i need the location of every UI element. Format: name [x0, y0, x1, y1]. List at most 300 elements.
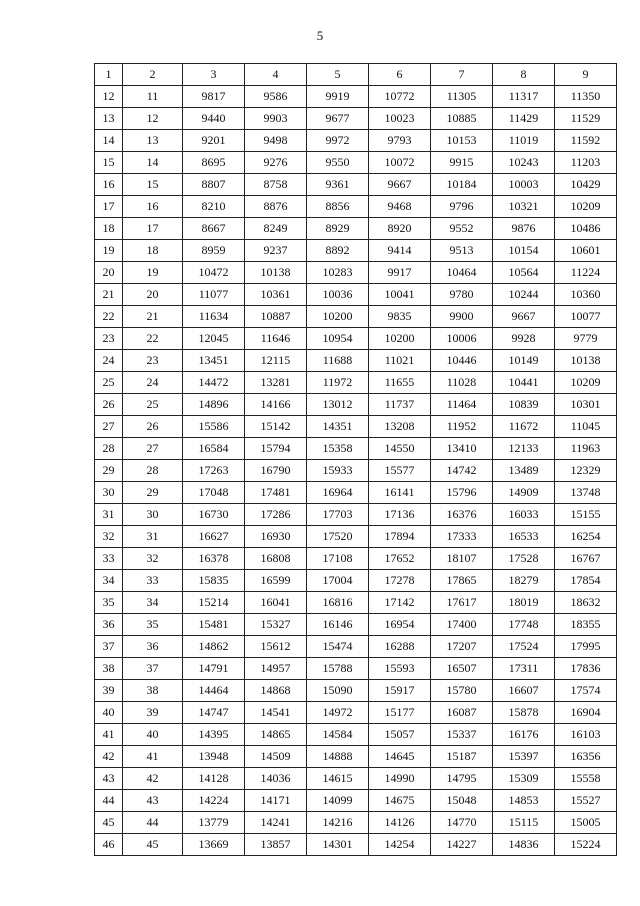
- table-cell: 45: [123, 834, 183, 856]
- table-cell: 16254: [555, 526, 617, 548]
- table-cell: 16378: [183, 548, 245, 570]
- table-cell: 10839: [493, 394, 555, 416]
- table-cell: 15527: [555, 790, 617, 812]
- table-cell: 17748: [493, 614, 555, 636]
- table-cell: 11737: [369, 394, 431, 416]
- table-cell: 13012: [307, 394, 369, 416]
- table-cell: 11317: [493, 86, 555, 108]
- table-cell: 9498: [245, 130, 307, 152]
- table-cell: 10321: [493, 196, 555, 218]
- table-cell: 10472: [183, 262, 245, 284]
- table-row: [95, 614, 617, 636]
- table-cell: 9468: [369, 196, 431, 218]
- table-cell: 14166: [245, 394, 307, 416]
- table-cell: 29: [95, 460, 123, 482]
- table-cell: 15593: [369, 658, 431, 680]
- table-cell: 16808: [245, 548, 307, 570]
- table-cell: 11019: [493, 130, 555, 152]
- table-cell: 38: [123, 680, 183, 702]
- table-cell: 29: [123, 482, 183, 504]
- table-cell: 28: [95, 438, 123, 460]
- table-cell: 36: [123, 636, 183, 658]
- table-cell: 10200: [369, 328, 431, 350]
- table-cell: 15187: [431, 746, 493, 768]
- table-cell: 18: [123, 240, 183, 262]
- table-cell: 17865: [431, 570, 493, 592]
- table-cell: 11529: [555, 108, 617, 130]
- table-cell: 9793: [369, 130, 431, 152]
- table-cell: 10301: [555, 394, 617, 416]
- table-cell: 18279: [493, 570, 555, 592]
- table-cell: 9552: [431, 218, 493, 240]
- table-cell: 14171: [245, 790, 307, 812]
- table-cell: 12: [95, 86, 123, 108]
- table-cell: 10149: [493, 350, 555, 372]
- table-cell: 17400: [431, 614, 493, 636]
- table-row: [95, 812, 617, 834]
- table-cell: 9276: [245, 152, 307, 174]
- table-cell: 17524: [493, 636, 555, 658]
- table-cell: 16141: [369, 482, 431, 504]
- table-cell: 15177: [369, 702, 431, 724]
- table-cell: 34: [95, 570, 123, 592]
- table-cell: 14584: [307, 724, 369, 746]
- table-cell: 42: [123, 768, 183, 790]
- table-cell: 18107: [431, 548, 493, 570]
- table-cell: 14472: [183, 372, 245, 394]
- table-cell: 21: [123, 306, 183, 328]
- table-cell: 10006: [431, 328, 493, 350]
- table-cell: 28: [123, 460, 183, 482]
- table-cell: 10036: [307, 284, 369, 306]
- table-cell: 9550: [307, 152, 369, 174]
- table-cell: 9817: [183, 86, 245, 108]
- table-cell: 11224: [555, 262, 617, 284]
- table-cell: 17995: [555, 636, 617, 658]
- table-cell: 14990: [369, 768, 431, 790]
- table-cell: 14464: [183, 680, 245, 702]
- table-cell: 9796: [431, 196, 493, 218]
- table-cell: 9903: [245, 108, 307, 130]
- table-cell: 10464: [431, 262, 493, 284]
- table-cell: 16: [123, 196, 183, 218]
- table-cell: 9835: [369, 306, 431, 328]
- table-cell: 10441: [493, 372, 555, 394]
- table-row: [95, 240, 617, 262]
- table-cell: 13489: [493, 460, 555, 482]
- table-cell: 15155: [555, 504, 617, 526]
- table-cell: 10486: [555, 218, 617, 240]
- table-cell: 10184: [431, 174, 493, 196]
- table-cell: 8695: [183, 152, 245, 174]
- table-cell: 8758: [245, 174, 307, 196]
- table-cell: 10003: [493, 174, 555, 196]
- table-cell: 14742: [431, 460, 493, 482]
- column-header-1: 1: [95, 64, 123, 86]
- table-cell: 33: [123, 570, 183, 592]
- table-cell: 23: [123, 350, 183, 372]
- table-row: [95, 482, 617, 504]
- table-cell: 20: [123, 284, 183, 306]
- table-cell: 41: [123, 746, 183, 768]
- table-cell: 14770: [431, 812, 493, 834]
- table-row: [95, 438, 617, 460]
- table-cell: 10244: [493, 284, 555, 306]
- table-cell: 13451: [183, 350, 245, 372]
- table-row: [95, 680, 617, 702]
- table-cell: 17703: [307, 504, 369, 526]
- table-cell: 15358: [307, 438, 369, 460]
- table-cell: 22: [123, 328, 183, 350]
- table-cell: 13857: [245, 834, 307, 856]
- column-header-2: 2: [123, 64, 183, 86]
- table-cell: 10023: [369, 108, 431, 130]
- table-cell: 27: [123, 438, 183, 460]
- table-cell: 15586: [183, 416, 245, 438]
- table-cell: 14126: [369, 812, 431, 834]
- table-cell: 9237: [245, 240, 307, 262]
- table-cell: 10887: [245, 306, 307, 328]
- table-cell: 10283: [307, 262, 369, 284]
- table-cell: 11464: [431, 394, 493, 416]
- table-cell: 17652: [369, 548, 431, 570]
- table-cell: 34: [123, 592, 183, 614]
- table-cell: 15933: [307, 460, 369, 482]
- table-cell: 16627: [183, 526, 245, 548]
- table-cell: 11634: [183, 306, 245, 328]
- table-row: [95, 86, 617, 108]
- table-cell: 19: [123, 262, 183, 284]
- table-row: [95, 570, 617, 592]
- table-cell: 10154: [493, 240, 555, 262]
- table-cell: 9900: [431, 306, 493, 328]
- table-cell: 13: [95, 108, 123, 130]
- table-cell: 16584: [183, 438, 245, 460]
- table-row: [95, 548, 617, 570]
- table-cell: 9513: [431, 240, 493, 262]
- table-cell: 15878: [493, 702, 555, 724]
- table-cell: 15481: [183, 614, 245, 636]
- table-cell: 25: [95, 372, 123, 394]
- table-cell: 17278: [369, 570, 431, 592]
- table-row: [95, 746, 617, 768]
- table-cell: 18019: [493, 592, 555, 614]
- table-cell: 10446: [431, 350, 493, 372]
- table-cell: 14909: [493, 482, 555, 504]
- table-cell: 22: [95, 306, 123, 328]
- table-cell: 14: [95, 130, 123, 152]
- table-cell: 15224: [555, 834, 617, 856]
- table-cell: 35: [95, 592, 123, 614]
- table-cell: 16904: [555, 702, 617, 724]
- table-cell: 17263: [183, 460, 245, 482]
- table-row: [95, 196, 617, 218]
- table-row: [95, 130, 617, 152]
- table-cell: 15115: [493, 812, 555, 834]
- table-cell: 19: [95, 240, 123, 262]
- table-cell: 9414: [369, 240, 431, 262]
- table-cell: 37: [123, 658, 183, 680]
- table-cell: 17836: [555, 658, 617, 680]
- table-row: [95, 218, 617, 240]
- table-header-row: [95, 64, 617, 86]
- table-cell: 14099: [307, 790, 369, 812]
- table-row: [95, 394, 617, 416]
- table-cell: 10209: [555, 372, 617, 394]
- table-cell: 8892: [307, 240, 369, 262]
- table-cell: 17108: [307, 548, 369, 570]
- table-cell: 11045: [555, 416, 617, 438]
- table-cell: 18: [95, 218, 123, 240]
- table-cell: 11688: [307, 350, 369, 372]
- table-cell: 26: [123, 416, 183, 438]
- table-cell: 10209: [555, 196, 617, 218]
- table-cell: 16767: [555, 548, 617, 570]
- table-cell: 17528: [493, 548, 555, 570]
- table-cell: 11655: [369, 372, 431, 394]
- table-cell: 17207: [431, 636, 493, 658]
- table-cell: 11305: [431, 86, 493, 108]
- table-cell: 10601: [555, 240, 617, 262]
- table-cell: 11028: [431, 372, 493, 394]
- table-row: [95, 790, 617, 812]
- table-cell: 41: [95, 724, 123, 746]
- table-cell: 16730: [183, 504, 245, 526]
- table-cell: 8667: [183, 218, 245, 240]
- table-cell: 14957: [245, 658, 307, 680]
- table-row: [95, 658, 617, 680]
- table-cell: 38: [95, 658, 123, 680]
- table-row: [95, 504, 617, 526]
- table-cell: 11077: [183, 284, 245, 306]
- table-cell: 14836: [493, 834, 555, 856]
- table-cell: 12329: [555, 460, 617, 482]
- table-cell: 24: [123, 372, 183, 394]
- table-cell: 40: [95, 702, 123, 724]
- table-cell: 20: [95, 262, 123, 284]
- table-cell: 16607: [493, 680, 555, 702]
- table-cell: 12133: [493, 438, 555, 460]
- data-table: [94, 63, 617, 856]
- table-cell: 26: [95, 394, 123, 416]
- table-body: [95, 86, 617, 856]
- column-header-6: 6: [369, 64, 431, 86]
- table-cell: 16146: [307, 614, 369, 636]
- table-cell: 12045: [183, 328, 245, 350]
- table-cell: 14509: [245, 746, 307, 768]
- table-cell: 15612: [245, 636, 307, 658]
- table-row: [95, 108, 617, 130]
- table-cell: 9361: [307, 174, 369, 196]
- table-cell: 17520: [307, 526, 369, 548]
- table-cell: 14862: [183, 636, 245, 658]
- table-cell: 15796: [431, 482, 493, 504]
- table-cell: 17311: [493, 658, 555, 680]
- table-cell: 17894: [369, 526, 431, 548]
- table-cell: 15558: [555, 768, 617, 790]
- column-header-8: 8: [493, 64, 555, 86]
- table-cell: 11963: [555, 438, 617, 460]
- table-cell: 16790: [245, 460, 307, 482]
- table-cell: 23: [95, 328, 123, 350]
- table-cell: 12115: [245, 350, 307, 372]
- table-cell: 13779: [183, 812, 245, 834]
- table-cell: 11021: [369, 350, 431, 372]
- table-cell: 14254: [369, 834, 431, 856]
- table-cell: 13410: [431, 438, 493, 460]
- table-cell: 16599: [245, 570, 307, 592]
- table-cell: 16930: [245, 526, 307, 548]
- table-cell: 9928: [493, 328, 555, 350]
- table-row: [95, 306, 617, 328]
- table-cell: 15780: [431, 680, 493, 702]
- table-cell: 11: [123, 86, 183, 108]
- table-cell: 17004: [307, 570, 369, 592]
- table-cell: 9917: [369, 262, 431, 284]
- table-row: [95, 592, 617, 614]
- table-row: [95, 636, 617, 658]
- table-cell: 14: [123, 152, 183, 174]
- table-row: [95, 724, 617, 746]
- table-cell: 11592: [555, 130, 617, 152]
- table-cell: 13208: [369, 416, 431, 438]
- table-cell: 14972: [307, 702, 369, 724]
- table-cell: 43: [123, 790, 183, 812]
- table-cell: 37: [95, 636, 123, 658]
- table-cell: 15005: [555, 812, 617, 834]
- table-cell: 10885: [431, 108, 493, 130]
- table-cell: 17: [95, 196, 123, 218]
- table-cell: 14301: [307, 834, 369, 856]
- table-cell: 13669: [183, 834, 245, 856]
- table-cell: 18355: [555, 614, 617, 636]
- table-cell: 14395: [183, 724, 245, 746]
- table-cell: 44: [95, 790, 123, 812]
- table-cell: 16816: [307, 592, 369, 614]
- table-cell: 17142: [369, 592, 431, 614]
- table-cell: 10138: [555, 350, 617, 372]
- table-cell: 15214: [183, 592, 245, 614]
- table-cell: 14791: [183, 658, 245, 680]
- table-cell: 11350: [555, 86, 617, 108]
- table-row: [95, 768, 617, 790]
- table-cell: 9919: [307, 86, 369, 108]
- table-cell: 8249: [245, 218, 307, 240]
- table-cell: 8210: [183, 196, 245, 218]
- table-cell: 11952: [431, 416, 493, 438]
- table-cell: 46: [95, 834, 123, 856]
- table-cell: 15: [95, 152, 123, 174]
- table-row: [95, 702, 617, 724]
- table-cell: 17617: [431, 592, 493, 614]
- table-cell: 10077: [555, 306, 617, 328]
- table-cell: 17854: [555, 570, 617, 592]
- table-cell: 14216: [307, 812, 369, 834]
- column-header-7: 7: [431, 64, 493, 86]
- table-cell: 16356: [555, 746, 617, 768]
- table-cell: 14868: [245, 680, 307, 702]
- column-header-5: 5: [307, 64, 369, 86]
- table-row: [95, 834, 617, 856]
- table-cell: 14227: [431, 834, 493, 856]
- table-cell: 14853: [493, 790, 555, 812]
- table-cell: 35: [123, 614, 183, 636]
- table-cell: 17333: [431, 526, 493, 548]
- table-cell: 15397: [493, 746, 555, 768]
- table-cell: 10243: [493, 152, 555, 174]
- table-cell: 9972: [307, 130, 369, 152]
- table-cell: 11972: [307, 372, 369, 394]
- table-cell: 16288: [369, 636, 431, 658]
- table-cell: 10361: [245, 284, 307, 306]
- table-cell: 10954: [307, 328, 369, 350]
- column-header-4: 4: [245, 64, 307, 86]
- table-cell: 16376: [431, 504, 493, 526]
- table-cell: 13: [123, 130, 183, 152]
- table-cell: 15090: [307, 680, 369, 702]
- table-cell: 27: [95, 416, 123, 438]
- table-cell: 21: [95, 284, 123, 306]
- table-cell: 13748: [555, 482, 617, 504]
- table-row: [95, 372, 617, 394]
- table-cell: 17481: [245, 482, 307, 504]
- table-cell: 16033: [493, 504, 555, 526]
- table-cell: 10138: [245, 262, 307, 284]
- table-cell: 15048: [431, 790, 493, 812]
- table-cell: 11672: [493, 416, 555, 438]
- table-cell: 14747: [183, 702, 245, 724]
- table-cell: 14541: [245, 702, 307, 724]
- table-cell: 14351: [307, 416, 369, 438]
- table-cell: 9779: [555, 328, 617, 350]
- table-cell: 11429: [493, 108, 555, 130]
- table-cell: 15337: [431, 724, 493, 746]
- table-cell: 8929: [307, 218, 369, 240]
- table-cell: 39: [95, 680, 123, 702]
- table-cell: 30: [95, 482, 123, 504]
- table-cell: 17: [123, 218, 183, 240]
- table-cell: 13948: [183, 746, 245, 768]
- page-number: 5: [316, 28, 324, 43]
- table-cell: 8920: [369, 218, 431, 240]
- table-cell: 16087: [431, 702, 493, 724]
- table-cell: 14550: [369, 438, 431, 460]
- table-row: [95, 526, 617, 548]
- column-header-9: 9: [555, 64, 617, 86]
- table-cell: 14795: [431, 768, 493, 790]
- table-cell: 15577: [369, 460, 431, 482]
- table-cell: 17048: [183, 482, 245, 504]
- table-cell: 16176: [493, 724, 555, 746]
- table-cell: 9440: [183, 108, 245, 130]
- table-cell: 16103: [555, 724, 617, 746]
- table-cell: 31: [123, 526, 183, 548]
- table-cell: 16964: [307, 482, 369, 504]
- table-cell: 12: [123, 108, 183, 130]
- table-cell: 14036: [245, 768, 307, 790]
- table-row: [95, 328, 617, 350]
- table-cell: 44: [123, 812, 183, 834]
- table-cell: 16533: [493, 526, 555, 548]
- table-cell: 10772: [369, 86, 431, 108]
- table-cell: 14241: [245, 812, 307, 834]
- table-cell: 15: [123, 174, 183, 196]
- table-cell: 30: [123, 504, 183, 526]
- table-cell: 16: [95, 174, 123, 196]
- table-cell: 15788: [307, 658, 369, 680]
- table-row: [95, 284, 617, 306]
- table-cell: 40: [123, 724, 183, 746]
